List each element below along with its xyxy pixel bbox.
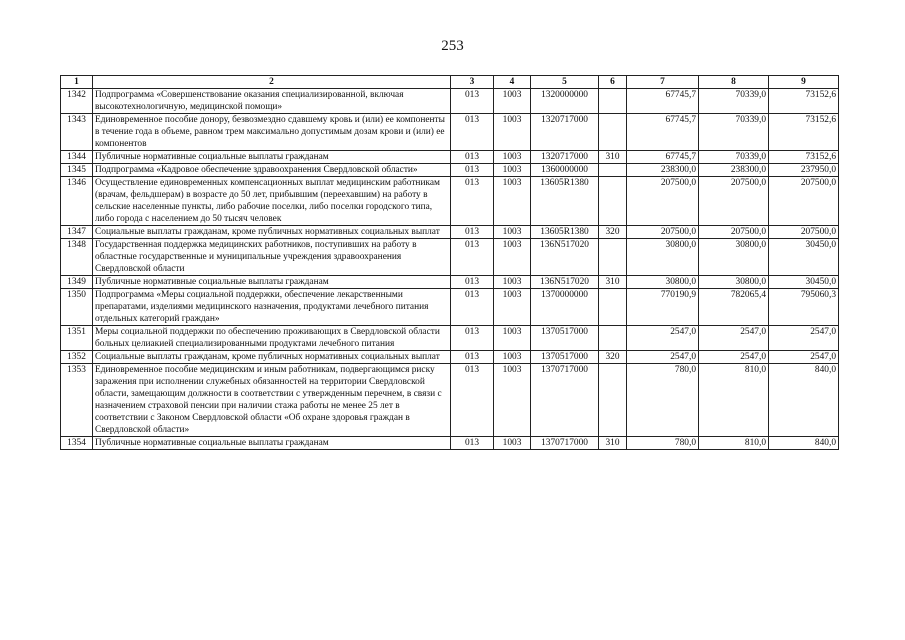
- table-row: [61, 239, 839, 276]
- value-cell-9: 840,0: [769, 437, 839, 450]
- value-cell-8: 30800,0: [699, 276, 769, 289]
- code-cell-4: 1003: [494, 114, 531, 151]
- column-header: 2: [93, 76, 451, 89]
- row-number-cell: 1354: [61, 437, 93, 450]
- value-cell-8: 70339,0: [699, 114, 769, 151]
- description-cell: Подпрограмма «Меры социальной поддержки, обеспечение лекарственными препаратами, изделиями медицинского назначения, продуктами лечебного питания отдельных категорий граждан»: [93, 289, 451, 326]
- value-cell-9: 237950,0: [769, 164, 839, 177]
- code-cell-3: 013: [451, 89, 494, 114]
- code-cell-6: [599, 114, 627, 151]
- value-cell-9: 795060,3: [769, 289, 839, 326]
- code-cell-3: 013: [451, 177, 494, 226]
- value-cell-8: 207500,0: [699, 226, 769, 239]
- code-cell-3: 013: [451, 437, 494, 450]
- column-header: 1: [61, 76, 93, 89]
- value-cell-9: 73152,6: [769, 89, 839, 114]
- value-cell-9: 30450,0: [769, 239, 839, 276]
- value-cell-8: 207500,0: [699, 177, 769, 226]
- table-row: [61, 177, 839, 226]
- value-cell-8: 810,0: [699, 437, 769, 450]
- row-number-cell: 1352: [61, 351, 93, 364]
- value-cell-7: 67745,7: [627, 114, 699, 151]
- code-cell-4: 1003: [494, 326, 531, 351]
- table-row: [61, 351, 839, 364]
- code-cell-5: 13605R1380: [531, 177, 599, 226]
- value-cell-9: 840,0: [769, 364, 839, 437]
- code-cell-6: [599, 239, 627, 276]
- value-cell-7: 207500,0: [627, 177, 699, 226]
- description-cell: Социальные выплаты гражданам, кроме публичных нормативных социальных выплат: [93, 226, 451, 239]
- code-cell-4: 1003: [494, 164, 531, 177]
- value-cell-8: 810,0: [699, 364, 769, 437]
- code-cell-6: [599, 364, 627, 437]
- code-cell-5: 1370717000: [531, 364, 599, 437]
- value-cell-7: 780,0: [627, 437, 699, 450]
- row-number-cell: 1342: [61, 89, 93, 114]
- value-cell-7: 207500,0: [627, 226, 699, 239]
- value-cell-8: 782065,4: [699, 289, 769, 326]
- description-cell: Подпрограмма «Совершенствование оказания специализированной, включая высокотехнологичную, медицинской помощи»: [93, 89, 451, 114]
- value-cell-9: 2547,0: [769, 351, 839, 364]
- code-cell-4: 1003: [494, 276, 531, 289]
- code-cell-5: 1320717000: [531, 114, 599, 151]
- description-cell: Государственная поддержка медицинских работников, поступивших на работу в областные государственные и муниципальные учреждения здравоохранения Свердловской области: [93, 239, 451, 276]
- row-number-cell: 1345: [61, 164, 93, 177]
- code-cell-3: 013: [451, 351, 494, 364]
- row-number-cell: 1349: [61, 276, 93, 289]
- column-header: 5: [531, 76, 599, 89]
- table-row: [61, 276, 839, 289]
- value-cell-7: 238300,0: [627, 164, 699, 177]
- column-header: 6: [599, 76, 627, 89]
- row-number-cell: 1351: [61, 326, 93, 351]
- code-cell-5: 1320717000: [531, 151, 599, 164]
- description-cell: Единовременное пособие медицинским и иным работникам, подвергающимся риску заражения при исполнении служебных обязанностей на территории Свердловской области, замещающим должности в соответствии с утвержденным перечнем, в связи с назначением страховой пенсии при наличии стажа работы не менее 25 лет в соответствии с Законом Свердловской области «Об охране здоровья граждан в Свердловской области»: [93, 364, 451, 437]
- table-row: [61, 151, 839, 164]
- code-cell-5: 136N517020: [531, 276, 599, 289]
- code-cell-6: 310: [599, 437, 627, 450]
- code-cell-4: 1003: [494, 151, 531, 164]
- value-cell-7: 2547,0: [627, 326, 699, 351]
- value-cell-8: 70339,0: [699, 89, 769, 114]
- table-row: [61, 164, 839, 177]
- table-row: [61, 226, 839, 239]
- description-cell: Меры социальной поддержки по обеспечению проживающих в Свердловской области больных целиакией специализированными продуктами лечебного питания: [93, 326, 451, 351]
- code-cell-3: 013: [451, 226, 494, 239]
- value-cell-8: 2547,0: [699, 351, 769, 364]
- code-cell-6: [599, 289, 627, 326]
- description-cell: Публичные нормативные социальные выплаты гражданам: [93, 437, 451, 450]
- code-cell-5: 136N517020: [531, 239, 599, 276]
- code-cell-3: 013: [451, 289, 494, 326]
- code-cell-5: 13605R1380: [531, 226, 599, 239]
- code-cell-6: [599, 326, 627, 351]
- row-number-cell: 1344: [61, 151, 93, 164]
- value-cell-9: 207500,0: [769, 177, 839, 226]
- value-cell-7: 2547,0: [627, 351, 699, 364]
- code-cell-3: 013: [451, 276, 494, 289]
- row-number-cell: 1353: [61, 364, 93, 437]
- row-number-cell: 1343: [61, 114, 93, 151]
- value-cell-7: 67745,7: [627, 151, 699, 164]
- table-row: [61, 326, 839, 351]
- code-cell-6: 310: [599, 151, 627, 164]
- code-cell-6: [599, 177, 627, 226]
- code-cell-3: 013: [451, 114, 494, 151]
- table-row: [61, 364, 839, 437]
- row-number-cell: 1348: [61, 239, 93, 276]
- description-cell: Осуществление единовременных компенсационных выплат медицинским работникам (врачам, фельдшерам) в возрасте до 50 лет, прибывшим (переехавшим) на работу в сельские населенные пункты, либо рабочие поселки, либо поселки городского типа, либо города с населением до 50 тысяч человек: [93, 177, 451, 226]
- column-header: 9: [769, 76, 839, 89]
- row-number-cell: 1350: [61, 289, 93, 326]
- column-header: 8: [699, 76, 769, 89]
- value-cell-7: 780,0: [627, 364, 699, 437]
- table-row: [61, 114, 839, 151]
- table-row: [61, 289, 839, 326]
- row-number-cell: 1346: [61, 177, 93, 226]
- code-cell-6: 320: [599, 351, 627, 364]
- value-cell-7: 67745,7: [627, 89, 699, 114]
- code-cell-3: 013: [451, 151, 494, 164]
- value-cell-7: 770190,9: [627, 289, 699, 326]
- description-cell: Подпрограмма «Кадровое обеспечение здравоохранения Свердловской области»: [93, 164, 451, 177]
- description-cell: Публичные нормативные социальные выплаты гражданам: [93, 276, 451, 289]
- code-cell-3: 013: [451, 364, 494, 437]
- value-cell-9: 207500,0: [769, 226, 839, 239]
- code-cell-5: 1320000000: [531, 89, 599, 114]
- description-cell: Публичные нормативные социальные выплаты гражданам: [93, 151, 451, 164]
- code-cell-3: 013: [451, 239, 494, 276]
- code-cell-6: [599, 89, 627, 114]
- code-cell-5: 1370717000: [531, 437, 599, 450]
- value-cell-7: 30800,0: [627, 276, 699, 289]
- value-cell-8: 70339,0: [699, 151, 769, 164]
- description-cell: Социальные выплаты гражданам, кроме публичных нормативных социальных выплат: [93, 351, 451, 364]
- code-cell-5: 1370000000: [531, 289, 599, 326]
- page-number: 253: [441, 38, 464, 54]
- code-cell-4: 1003: [494, 89, 531, 114]
- value-cell-9: 73152,6: [769, 114, 839, 151]
- code-cell-5: 1370517000: [531, 326, 599, 351]
- column-header: 7: [627, 76, 699, 89]
- value-cell-8: 30800,0: [699, 239, 769, 276]
- code-cell-4: 1003: [494, 239, 531, 276]
- value-cell-9: 30450,0: [769, 276, 839, 289]
- table-body: [61, 89, 839, 450]
- code-cell-4: 1003: [494, 177, 531, 226]
- code-cell-6: [599, 164, 627, 177]
- column-header: 4: [494, 76, 531, 89]
- budget-table: [60, 75, 839, 450]
- code-cell-4: 1003: [494, 351, 531, 364]
- code-cell-4: 1003: [494, 226, 531, 239]
- column-header: 3: [451, 76, 494, 89]
- code-cell-5: 1370517000: [531, 351, 599, 364]
- code-cell-3: 013: [451, 326, 494, 351]
- code-cell-5: 1360000000: [531, 164, 599, 177]
- code-cell-4: 1003: [494, 364, 531, 437]
- value-cell-8: 2547,0: [699, 326, 769, 351]
- value-cell-9: 73152,6: [769, 151, 839, 164]
- value-cell-8: 238300,0: [699, 164, 769, 177]
- row-number-cell: 1347: [61, 226, 93, 239]
- value-cell-9: 2547,0: [769, 326, 839, 351]
- table-row: [61, 89, 839, 114]
- value-cell-7: 30800,0: [627, 239, 699, 276]
- code-cell-6: 310: [599, 276, 627, 289]
- code-cell-4: 1003: [494, 437, 531, 450]
- header-row: [61, 76, 839, 89]
- description-cell: Единовременное пособие донору, безвозмездно сдавшему кровь и (или) ее компоненты в течение года в объеме, равном трем максимально допустимым дозам крови и (или) ее компонентов: [93, 114, 451, 151]
- code-cell-4: 1003: [494, 289, 531, 326]
- code-cell-3: 013: [451, 164, 494, 177]
- table-row: [61, 437, 839, 450]
- code-cell-6: 320: [599, 226, 627, 239]
